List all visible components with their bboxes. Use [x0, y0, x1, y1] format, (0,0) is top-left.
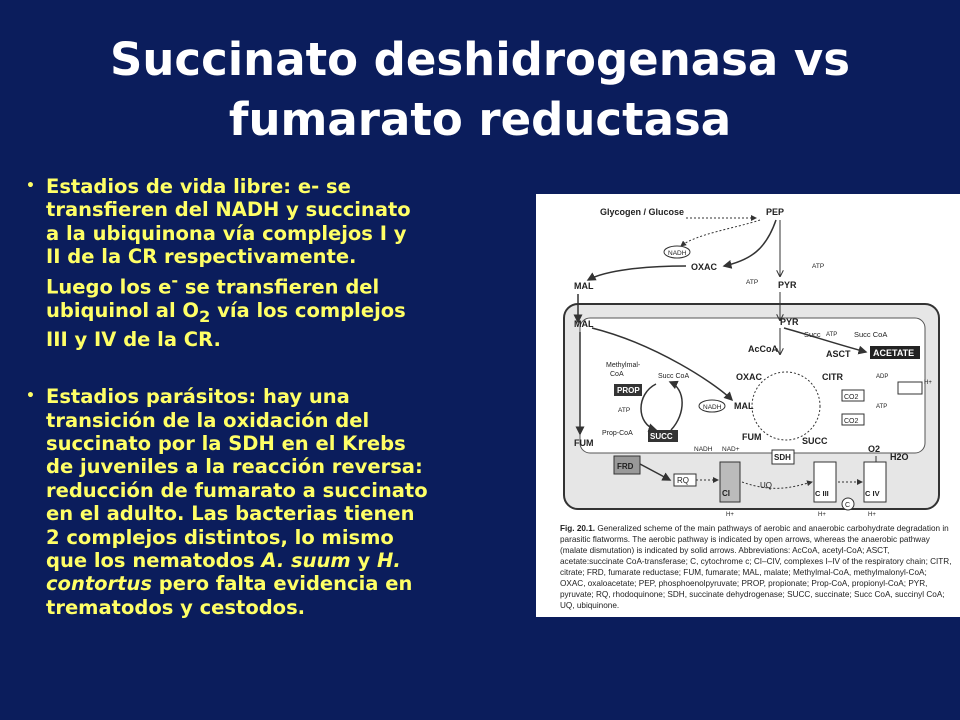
label-atp-1: ATP [746, 279, 759, 286]
bullet2-line: trematodos y cestodos. [46, 595, 306, 619]
figure-caption [560, 523, 952, 611]
label-hplus-4: H+ [868, 512, 876, 518]
label-ci: CI [722, 489, 730, 498]
text-run: se transfieren del [178, 275, 380, 299]
title-line-2: fumarato reductasa [228, 93, 732, 146]
label-pep: PEP [766, 207, 785, 217]
text-run: y [350, 549, 378, 573]
bullet2-line [46, 549, 526, 572]
bullet2-line: de juveniles a la reacción reversa: [46, 455, 423, 479]
bullet2-line [46, 572, 526, 595]
label-oxac-matrix: OXAC [736, 372, 763, 382]
label-o2: O2 [868, 444, 881, 454]
label-sdh: SDH [774, 453, 791, 462]
label-fum-cycle: FUM [742, 432, 762, 442]
text-run: ubiquinol al O [46, 298, 200, 322]
bullet-list [26, 175, 526, 619]
text-run: Luego los e [46, 275, 172, 299]
label-nadh-top: NADH [668, 250, 687, 257]
label-methylmal: Methylmal- [606, 362, 641, 369]
label-atp-2: ATP [812, 263, 825, 270]
label-hplus-2: H+ [726, 512, 734, 518]
species-name: contortus [46, 572, 152, 596]
bullet1-line: Estadios de vida libre: e- se [46, 175, 351, 198]
pathway-figure [536, 194, 960, 617]
label-c: C [845, 502, 851, 509]
bullet-free-living [26, 175, 526, 351]
bullet2-line: 2 complejos distintos, lo mismo [46, 525, 394, 549]
slide-title [0, 30, 960, 150]
text-run: vía los complejos [210, 298, 406, 322]
label-ciii: C III [815, 489, 829, 498]
bullet1-line: III y IV de la CR. [46, 327, 221, 351]
bullet-dot-icon: • [26, 388, 35, 405]
label-nadplus: NAD+ [722, 446, 740, 453]
label-atp-5: ATP [876, 404, 888, 410]
label-fum-left: FUM [574, 438, 594, 448]
label-acetate: ACETATE [873, 348, 915, 358]
label-coa: CoA [610, 371, 624, 378]
bullet-parasitic [26, 385, 526, 619]
bullet2-line: en el adulto. Las bacterias tienen [46, 502, 415, 526]
label-hplus-3: H+ [818, 512, 826, 518]
label-pyr-top: PYR [778, 280, 797, 290]
label-atp-4: ATP [618, 407, 631, 414]
subscript: 2 [199, 306, 211, 326]
bullet2-line: Estadios parásitos: hay una [46, 385, 350, 409]
bullet2-line: succinato por la SDH en el Krebs [46, 432, 406, 456]
label-atp-3: ATP [826, 332, 838, 338]
label-civ: C IV [865, 489, 880, 498]
bullet1-line: transfieren del NADH y succinato [46, 198, 411, 222]
caption-label: Fig. 20.1. [560, 524, 596, 533]
label-succ-cycle: SUCC [802, 436, 828, 446]
caption-text: Generalized scheme of the main pathways of aerobic and anaerobic carbohydrate degradation in parasitic flatworms. The aerobic pathway is indicated by open arrows, whereas the anaerobic pathway (malate dismutation) is indicated by solid arrows. Abbreviations: AcCoA, acetyl-CoA; ASCT, acetate:succinate CoA-transferase; C, cytochrome c; CI–CIV, complexes I–IV of the respiratory chain; CITR, citrate; FRD, fumarate reductase; FUM, fumarate; MAL, malate; Methylmal-CoA, methylmalonyl-CoA; OXAC, oxaloacetate; PEP, phosphoenolpyruvate; PROP, propionate; Prop-CoA, propionyl-CoA; PYR, pyruvate; RQ, rhodoquinone; SDH, succinate dehydrogenase; SUCC, succinate; Succ CoA, succinyl CoA; UQ, ubiquinone. [560, 524, 952, 610]
atp-synthase [898, 382, 922, 394]
label-succcoa-top: Succ CoA [854, 330, 888, 339]
label-mal-cycle: MAL [734, 401, 754, 411]
label-adp: ADP [876, 374, 889, 380]
bullet1-line [46, 269, 526, 299]
label-mal-matrix: MAL [574, 319, 594, 329]
label-succcoa-left: Succ CoA [658, 373, 690, 380]
species-name: H. [377, 549, 401, 573]
label-h2o: H2O [890, 452, 909, 462]
label-co2-2: CO2 [844, 418, 859, 425]
pathway-diagram [536, 194, 960, 524]
bullet-dot-icon: • [26, 178, 35, 194]
label-prop: PROP [617, 386, 640, 395]
label-pyr-matrix: PYR [780, 317, 799, 327]
superscript: - [171, 270, 179, 290]
title-line-1: Succinato deshidrogenasa vs [109, 33, 851, 86]
label-co2-1: CO2 [844, 394, 859, 401]
label-glycogen: Glycogen / Glucose [600, 207, 685, 217]
label-propcoa: Prop-CoA [602, 430, 633, 437]
label-succ-small: Succ [804, 330, 821, 339]
label-nadh-membrane: NADH [694, 446, 713, 453]
label-asct: ASCT [826, 349, 851, 359]
label-accoa: AcCoA [748, 344, 779, 354]
label-citr: CITR [822, 372, 843, 382]
text-run: pero falta evidencia en [151, 572, 413, 596]
label-hplus-1: H+ [924, 380, 932, 386]
bullet2-line: transición de la oxidación del [46, 408, 370, 432]
bullet1-line [46, 299, 526, 328]
label-nadh-mid: NADH [703, 404, 722, 411]
label-succ-box: SUCC [650, 432, 673, 441]
label-mal-top: MAL [574, 281, 594, 291]
bullet2-line: reducción de fumarato a succinato [46, 478, 428, 502]
label-oxac: OXAC [691, 262, 718, 272]
species-name: A. suum [261, 549, 351, 573]
bullet1-line: a la ubiquinona vía complejos I y [46, 221, 407, 245]
label-uq: UQ [760, 481, 772, 490]
label-frd: FRD [617, 462, 634, 471]
text-run: que los nematodos [46, 549, 262, 573]
label-rq: RQ [677, 476, 689, 485]
bullet1-line: II de la CR respectivamente. [46, 245, 357, 269]
